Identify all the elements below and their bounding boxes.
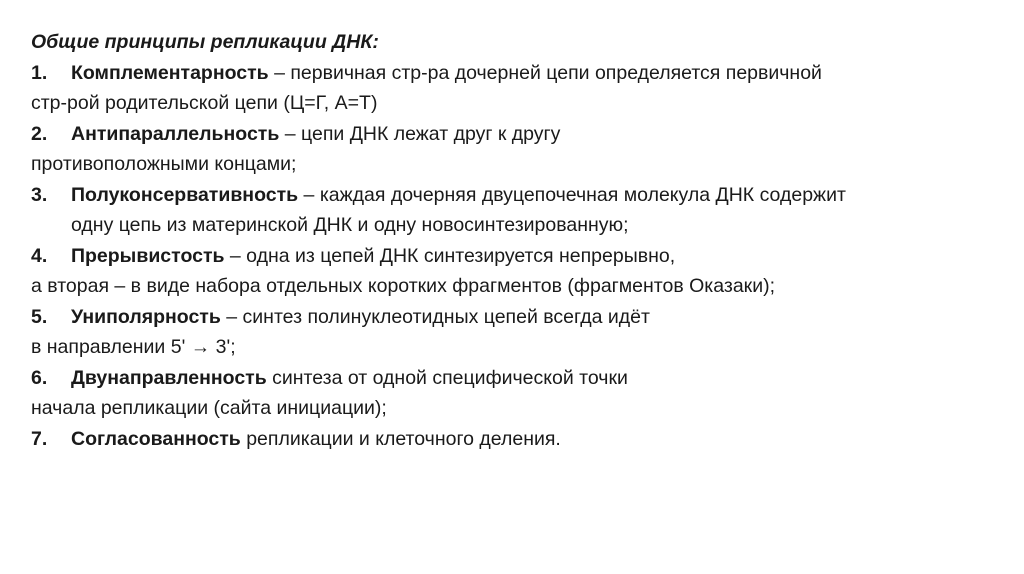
- list-item-3: [31, 180, 1001, 241]
- item-text: синтеза от одной специфической точки: [266, 366, 628, 389]
- item-continuation: в направлении 5' → 3';: [31, 336, 236, 358]
- item-continuation: начала репликации (сайта инициации);: [31, 397, 387, 419]
- item-text: – первичная стр-ра дочерней цепи определяется первичной: [268, 61, 822, 84]
- list-item-2: [31, 119, 1001, 180]
- item-number: 4.: [31, 244, 48, 267]
- item-term: Полуконсервативность: [71, 183, 299, 206]
- list-item-line: [31, 58, 1001, 89]
- list-item-line: [31, 302, 1001, 333]
- item-term: Антипараллельность: [71, 122, 280, 145]
- list-item-line: [31, 180, 1001, 211]
- item-term: Комплементарность: [71, 61, 269, 84]
- item-term: Двунаправленность: [71, 366, 267, 389]
- list-item-1: [31, 58, 1001, 119]
- list-item-line: [31, 424, 1001, 455]
- list-item-4: [31, 241, 1001, 302]
- item-continuation: стр-рой родительской цепи (Ц=Г, А=Т): [31, 92, 378, 114]
- list-item-line: [31, 363, 1001, 394]
- list-item-7: [31, 424, 1001, 455]
- item-number: 2.: [31, 122, 48, 145]
- item-text: – синтез полинуклеотидных цепей всегда идёт: [220, 305, 650, 328]
- item-text: – одна из цепей ДНК синтезируется непрерывно,: [224, 244, 676, 267]
- item-number: 3.: [31, 183, 48, 206]
- item-continuation: а вторая – в виде набора отдельных коротких фрагментов (фрагментов Оказаки);: [31, 275, 775, 297]
- item-number: 1.: [31, 61, 48, 84]
- item-term: Прерывистость: [71, 244, 225, 267]
- item-continuation: противоположными концами;: [31, 153, 297, 175]
- item-continuation: одну цепь из материнской ДНК и одну новосинтезированную;: [71, 214, 629, 236]
- item-text: – цепи ДНК лежат друг к другу: [279, 122, 561, 145]
- item-term: Униполярность: [71, 305, 221, 328]
- item-term: Согласованность: [71, 427, 241, 450]
- list-item-line: [31, 241, 1001, 272]
- slide-content: [31, 27, 1001, 454]
- list-item-line: [31, 119, 1001, 150]
- slide-title: Общие принципы репликации ДНК:: [31, 31, 379, 53]
- item-text: репликации и клеточного деления.: [240, 427, 561, 450]
- item-text: – каждая дочерняя двуцепочечная молекула ДНК содержит: [298, 183, 846, 206]
- item-number: 5.: [31, 305, 48, 328]
- item-number: 7.: [31, 427, 48, 450]
- item-number: 6.: [31, 366, 48, 389]
- list-item-5: [31, 302, 1001, 363]
- list-item-6: [31, 363, 1001, 424]
